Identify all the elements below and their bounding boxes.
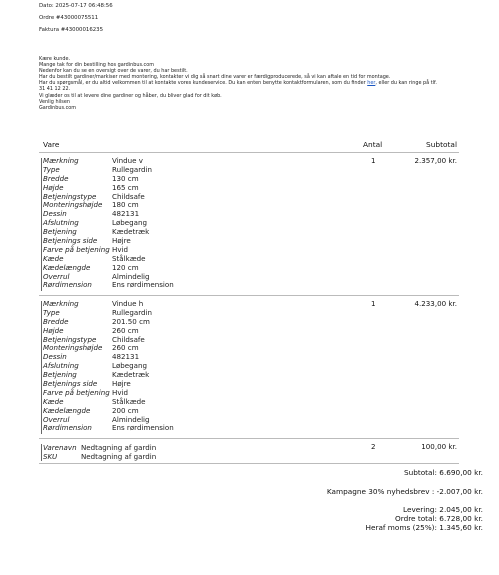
attribute-row — [41, 157, 457, 166]
attribute-value: Rullegardin — [112, 164, 153, 174]
attribute-value: Hvid — [112, 244, 129, 254]
attribute-row — [41, 309, 457, 318]
contact-form-link[interactable]: her — [367, 80, 376, 87]
intro-line: Kære kunde. — [39, 56, 71, 62]
attribute-row — [41, 273, 457, 282]
attribute-row — [41, 175, 457, 184]
divider — [39, 463, 459, 464]
item-attributes — [41, 300, 457, 433]
intro-message — [39, 56, 469, 111]
item-attributes — [41, 443, 457, 461]
attribute-name: Rørdimension — [43, 280, 92, 290]
delivery-line: Levering: 2.045,00 kr. — [403, 505, 483, 514]
attribute-name: Varenavn — [43, 443, 77, 452]
attribute-name: Betjening — [43, 227, 77, 237]
table-header — [41, 140, 457, 152]
col-item: Vare — [43, 140, 60, 149]
attribute-name: Betjeningstype — [43, 334, 97, 344]
attribute-name: Mærkning — [43, 156, 79, 165]
attribute-row — [41, 281, 457, 290]
attribute-value: Højre — [112, 379, 131, 389]
closing-line: Gardinbus.com — [39, 104, 77, 111]
attribute-value: Almindelig — [112, 271, 150, 281]
closing-line: Vi glæder os til at levere dine gardiner og håber, du bliver glad for dit køb. — [39, 92, 222, 99]
attribute-row — [41, 210, 457, 219]
phone-number: 31 41 12 22. — [39, 86, 71, 93]
attribute-value: Vindue h — [112, 299, 144, 308]
attribute-value: Stålkæde — [112, 253, 146, 263]
service-line-item — [41, 443, 457, 461]
attribute-value: Childsafe — [112, 191, 145, 201]
attribute-name: Monteringshøjde — [43, 200, 103, 210]
attribute-value: Kædetræk — [112, 227, 150, 237]
attribute-row — [41, 193, 457, 202]
attribute-value: 130 cm — [112, 173, 139, 183]
attribute-row — [41, 389, 457, 398]
attribute-row — [41, 344, 457, 353]
attribute-row — [41, 255, 457, 264]
attribute-row — [41, 424, 457, 433]
attribute-row — [41, 398, 457, 407]
attribute-value: Løbegang — [112, 361, 148, 371]
attribute-value: 201.50 cm — [112, 316, 150, 326]
attribute-value: 120 cm — [112, 262, 139, 272]
attribute-value: 482131 — [112, 352, 140, 362]
attribute-name: Dessin — [43, 352, 67, 362]
attribute-name: Højde — [43, 182, 64, 192]
attribute-name: Kædelængde — [43, 262, 91, 272]
attribute-row — [41, 166, 457, 175]
invoice-date: Dato: 2025-07-17 06:48:56 — [39, 3, 113, 9]
attribute-value: Nedtagning af gardin — [81, 452, 157, 461]
attribute-name: Dessin — [43, 209, 67, 219]
attribute-value: Ens rørdimension — [112, 423, 174, 433]
divider — [39, 295, 459, 296]
order-total-line: Ordre total: 6.728,00 kr. — [394, 514, 483, 523]
attribute-name: Mærkning — [43, 299, 79, 308]
attribute-name: Kædelængde — [43, 405, 91, 415]
closing-line: Venlig hilsen — [39, 98, 70, 105]
item-subtotal: 100,00 kr. — [421, 442, 457, 451]
attribute-row — [41, 407, 457, 416]
attribute-row — [41, 416, 457, 425]
attribute-value: 165 cm — [112, 182, 139, 192]
attribute-name: Rørdimension — [43, 423, 92, 433]
contact-text: Har du spørgsmål, er du altid velkommen til at kontakte vores kundeservice. Du kan enten benytte kontaktformularen, som du finder — [39, 80, 366, 87]
attribute-value: 180 cm — [112, 200, 139, 210]
vat-line: Heraf moms (25%): 1.345,60 kr. — [365, 523, 483, 532]
attribute-value: Vindue v — [112, 156, 143, 165]
attribute-value: Almindelig — [112, 414, 150, 424]
attribute-value: Rullegardin — [112, 307, 153, 317]
attribute-value: 260 cm — [112, 325, 139, 335]
attribute-row — [41, 452, 457, 461]
discount-line: Kampagne 30% nyhedsbrev : -2.007,00 kr. — [326, 487, 483, 496]
attribute-value: 482131 — [112, 209, 140, 219]
attribute-row — [41, 264, 457, 273]
attribute-value: Childsafe — [112, 334, 145, 344]
attribute-name: Betjenings side — [43, 236, 98, 246]
attribute-value: Ens rørdimension — [112, 280, 174, 290]
attribute-name: Monteringshøjde — [43, 343, 103, 353]
attribute-name: Afslutning — [43, 218, 79, 228]
attribute-value: Kædetræk — [112, 370, 150, 380]
attribute-value: 200 cm — [112, 405, 139, 415]
order-line-item — [41, 300, 457, 433]
attribute-value: Stålkæde — [112, 396, 146, 406]
col-qty: Antal — [363, 140, 383, 149]
attribute-row — [41, 336, 457, 345]
item-subtotal: 4.233,00 kr. — [414, 299, 457, 308]
attribute-name: Betjenings side — [43, 379, 98, 389]
contact-text-end: , eller du kan ringe på tlf. — [375, 80, 437, 87]
order-number: Ordre #43000075511 — [39, 15, 99, 21]
divider — [39, 438, 459, 439]
attribute-name: SKU — [43, 452, 58, 461]
attribute-value: Nedtagning af gardin — [81, 443, 157, 452]
intro-line-contact — [39, 80, 469, 86]
attribute-name: Farve på betjening — [43, 244, 110, 254]
col-subtotal: Subtotal — [426, 140, 457, 149]
attribute-row — [41, 219, 457, 228]
attribute-name: Betjening — [43, 370, 77, 380]
attribute-value: 260 cm — [112, 343, 139, 353]
invoice-number: Faktura #43000016235 — [39, 27, 104, 33]
attribute-value: Hvid — [112, 387, 129, 397]
item-qty: 1 — [371, 156, 376, 165]
attribute-row — [41, 353, 457, 362]
attribute-value: Højre — [112, 236, 131, 246]
attribute-row — [41, 443, 457, 452]
attribute-name: Kæde — [43, 253, 64, 263]
item-subtotal: 2.357,00 kr. — [414, 156, 457, 165]
attribute-name: Højde — [43, 325, 64, 335]
attribute-row — [41, 362, 457, 371]
attribute-name: Farve på betjening — [43, 387, 110, 397]
order-line-item — [41, 157, 457, 290]
item-qty: 2 — [371, 442, 376, 451]
divider — [39, 152, 459, 153]
attribute-name: Kæde — [43, 396, 64, 406]
attribute-row — [41, 228, 457, 237]
item-qty: 1 — [371, 299, 376, 308]
attribute-row — [41, 201, 457, 210]
attribute-row — [41, 371, 457, 380]
attribute-name: Overrul — [43, 414, 70, 424]
attribute-name: Bredde — [43, 316, 69, 326]
attribute-row — [41, 246, 457, 255]
intro-line: Har du bestilt gardiner/markiser med montering, kontakter vi dig så snart dine varer er færdigproducerede, så vi kan aftale en tid for montage. — [39, 74, 391, 81]
attribute-row — [41, 327, 457, 336]
attribute-name: Type — [43, 164, 60, 174]
attribute-row — [41, 300, 457, 309]
subtotal-line: Subtotal: 6.690,00 kr. — [403, 468, 483, 477]
attribute-name: Type — [43, 307, 60, 317]
intro-line: Nedenfor kan du se en oversigt over de varer, du har bestilt. — [39, 68, 188, 75]
attribute-name: Bredde — [43, 173, 69, 183]
attribute-name: Overrul — [43, 271, 70, 281]
attribute-name: Afslutning — [43, 361, 79, 371]
attribute-row — [41, 184, 457, 193]
item-attributes — [41, 157, 457, 290]
attribute-name: Betjeningstype — [43, 191, 97, 201]
attribute-row — [41, 318, 457, 327]
intro-line: Mange tak for din bestilling hos gardinbus.com — [39, 62, 154, 69]
attribute-value: Løbegang — [112, 218, 148, 228]
